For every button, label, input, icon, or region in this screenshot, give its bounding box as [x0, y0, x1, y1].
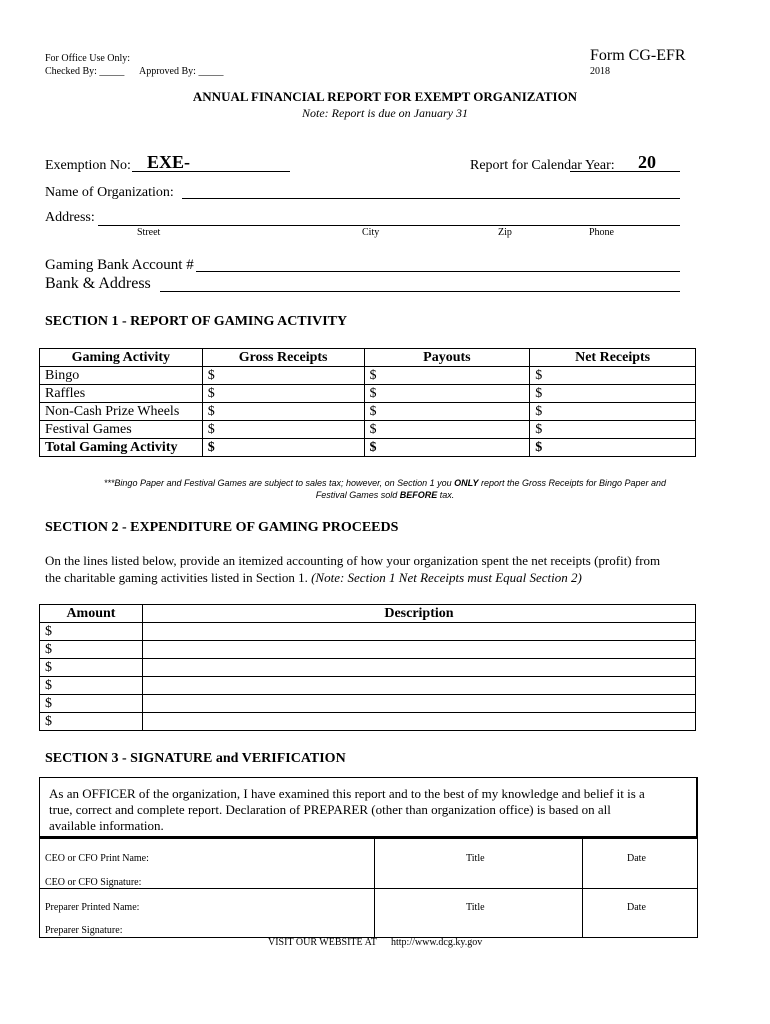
payouts-cell[interactable]: $: [364, 421, 530, 439]
header-net-receipts: Net Receipts: [530, 349, 696, 367]
footnote-line2: Festival Games sold BEFORE tax.: [315, 490, 455, 500]
amount-cell[interactable]: $: [40, 677, 143, 695]
section1-title: SECTION 1 - REPORT OF GAMING ACTIVITY: [45, 314, 348, 329]
org-name-label: Name of Organization:: [45, 185, 174, 200]
declaration-line1: As an OFFICER of the organization, I have examined this report and to the best of my knowledge and belief it is a: [49, 786, 645, 801]
description-cell[interactable]: [142, 623, 695, 641]
exemption-label: Exemption No:: [45, 158, 131, 173]
amount-cell[interactable]: $: [40, 713, 143, 731]
form-id: Form CG-EFR: [590, 47, 686, 64]
address-field[interactable]: [98, 210, 680, 226]
description-cell[interactable]: [142, 677, 695, 695]
declaration-box: [39, 777, 698, 838]
description-cell[interactable]: [142, 641, 695, 659]
declaration-line3: available information.: [49, 818, 164, 833]
table-row: [40, 677, 696, 695]
activity-cell: Bingo: [40, 367, 203, 385]
amount-cell[interactable]: $: [40, 659, 143, 677]
header-payouts: Payouts: [364, 349, 530, 367]
gross-cell[interactable]: $: [202, 403, 364, 421]
net-cell[interactable]: $: [530, 367, 696, 385]
preparer-date-label: Date: [627, 902, 646, 913]
street-label: Street: [137, 227, 161, 238]
office-use-label: For Office Use Only:: [45, 53, 131, 64]
table-row: [40, 659, 696, 677]
address-label: Address:: [45, 210, 95, 225]
exemption-prefix: EXE-: [147, 152, 191, 172]
table-row: [40, 623, 696, 641]
bank-address-label: Bank & Address: [45, 275, 151, 292]
preparer-signature-label: Preparer Signature:: [45, 925, 123, 936]
payouts-cell[interactable]: $: [364, 385, 530, 403]
bank-address-field[interactable]: [160, 276, 680, 292]
description-cell[interactable]: [142, 695, 695, 713]
total-payouts-cell[interactable]: $: [364, 439, 530, 457]
expenditure-table: [39, 604, 696, 731]
phone-label: Phone: [589, 227, 614, 238]
ceo-title-label: Title: [466, 853, 485, 864]
gross-cell[interactable]: $: [202, 385, 364, 403]
amount-cell[interactable]: $: [40, 641, 143, 659]
total-activity-cell: Total Gaming Activity: [40, 439, 203, 457]
bank-account-field[interactable]: [196, 256, 680, 272]
zip-label: Zip: [498, 227, 512, 238]
gaming-activity-table: [39, 348, 696, 457]
activity-cell: Raffles: [40, 385, 203, 403]
net-cell[interactable]: $: [530, 421, 696, 439]
ceo-date-label: Date: [627, 853, 646, 864]
table-row: [40, 713, 696, 731]
header-amount: Amount: [40, 605, 143, 623]
form-year: 2018: [590, 66, 610, 77]
total-gross-cell[interactable]: $: [202, 439, 364, 457]
header-gross-receipts: Gross Receipts: [202, 349, 364, 367]
payouts-cell[interactable]: $: [364, 403, 530, 421]
calendar-year-label: Report for Calendar Year:: [470, 158, 615, 173]
header-gaming-activity: Gaming Activity: [40, 349, 203, 367]
total-row: [40, 439, 696, 457]
gross-cell[interactable]: $: [202, 367, 364, 385]
activity-cell: Non-Cash Prize Wheels: [40, 403, 203, 421]
due-note: Note: Report is due on January 31: [302, 106, 468, 120]
calendar-year-field[interactable]: [570, 153, 680, 172]
table-row: [40, 385, 696, 403]
description-cell[interactable]: [142, 659, 695, 677]
section2-intro-line2: the charitable gaming activities listed in Section 1. (Note: Section 1 Net Receipts must Equal Section 2): [45, 570, 582, 585]
footer-visit: VISIT OUR WEBSITE AT: [268, 937, 377, 948]
checked-by-label: Checked By: _____: [45, 66, 125, 77]
net-cell[interactable]: $: [530, 403, 696, 421]
total-net-cell[interactable]: $: [530, 439, 696, 457]
footer-url-link[interactable]: http://www.dcg.ky.gov: [391, 937, 483, 948]
description-cell[interactable]: [142, 713, 695, 731]
amount-cell[interactable]: $: [40, 623, 143, 641]
footnote-line1: ***Bingo Paper and Festival Games are subject to sales tax; however, on Section 1 you ONLY report the Gross Receipts for Bingo Paper and: [103, 478, 667, 488]
ceo-signature-label: CEO or CFO Signature:: [45, 877, 142, 888]
table-row: [40, 367, 696, 385]
table-header-row: [40, 349, 696, 367]
exemption-field[interactable]: [132, 153, 290, 172]
table-row: [40, 403, 696, 421]
section3-title: SECTION 3 - SIGNATURE and VERIFICATION: [45, 751, 346, 766]
table-header-row: [40, 605, 696, 623]
gross-cell[interactable]: $: [202, 421, 364, 439]
table-row: [40, 421, 696, 439]
section2-intro-line1: On the lines listed below, provide an itemized accounting of how your organization spent the net receipts (profit) from: [45, 553, 661, 568]
table-row: [40, 695, 696, 713]
table-row: [40, 641, 696, 659]
payouts-cell[interactable]: $: [364, 367, 530, 385]
ceo-name-label: CEO or CFO Print Name:: [45, 853, 149, 864]
approved-by-label: Approved By: _____: [139, 66, 224, 77]
page-title: ANNUAL FINANCIAL REPORT FOR EXEMPT ORGANIZATION: [192, 89, 578, 104]
preparer-name-label: Preparer Printed Name:: [45, 902, 140, 913]
bank-account-label: Gaming Bank Account #: [45, 257, 194, 273]
org-name-field[interactable]: [182, 184, 680, 199]
section2-title: SECTION 2 - EXPENDITURE OF GAMING PROCEEDS: [45, 520, 399, 535]
net-cell[interactable]: $: [530, 385, 696, 403]
calendar-year-prefix: 20: [638, 152, 656, 172]
header-description: Description: [142, 605, 695, 623]
amount-cell[interactable]: $: [40, 695, 143, 713]
preparer-title-label: Title: [466, 902, 485, 913]
city-label: City: [362, 227, 380, 238]
activity-cell: Festival Games: [40, 421, 203, 439]
declaration-line2: true, correct and complete report. Declaration of PREPARER (other than organization office) is based on all: [49, 802, 611, 817]
